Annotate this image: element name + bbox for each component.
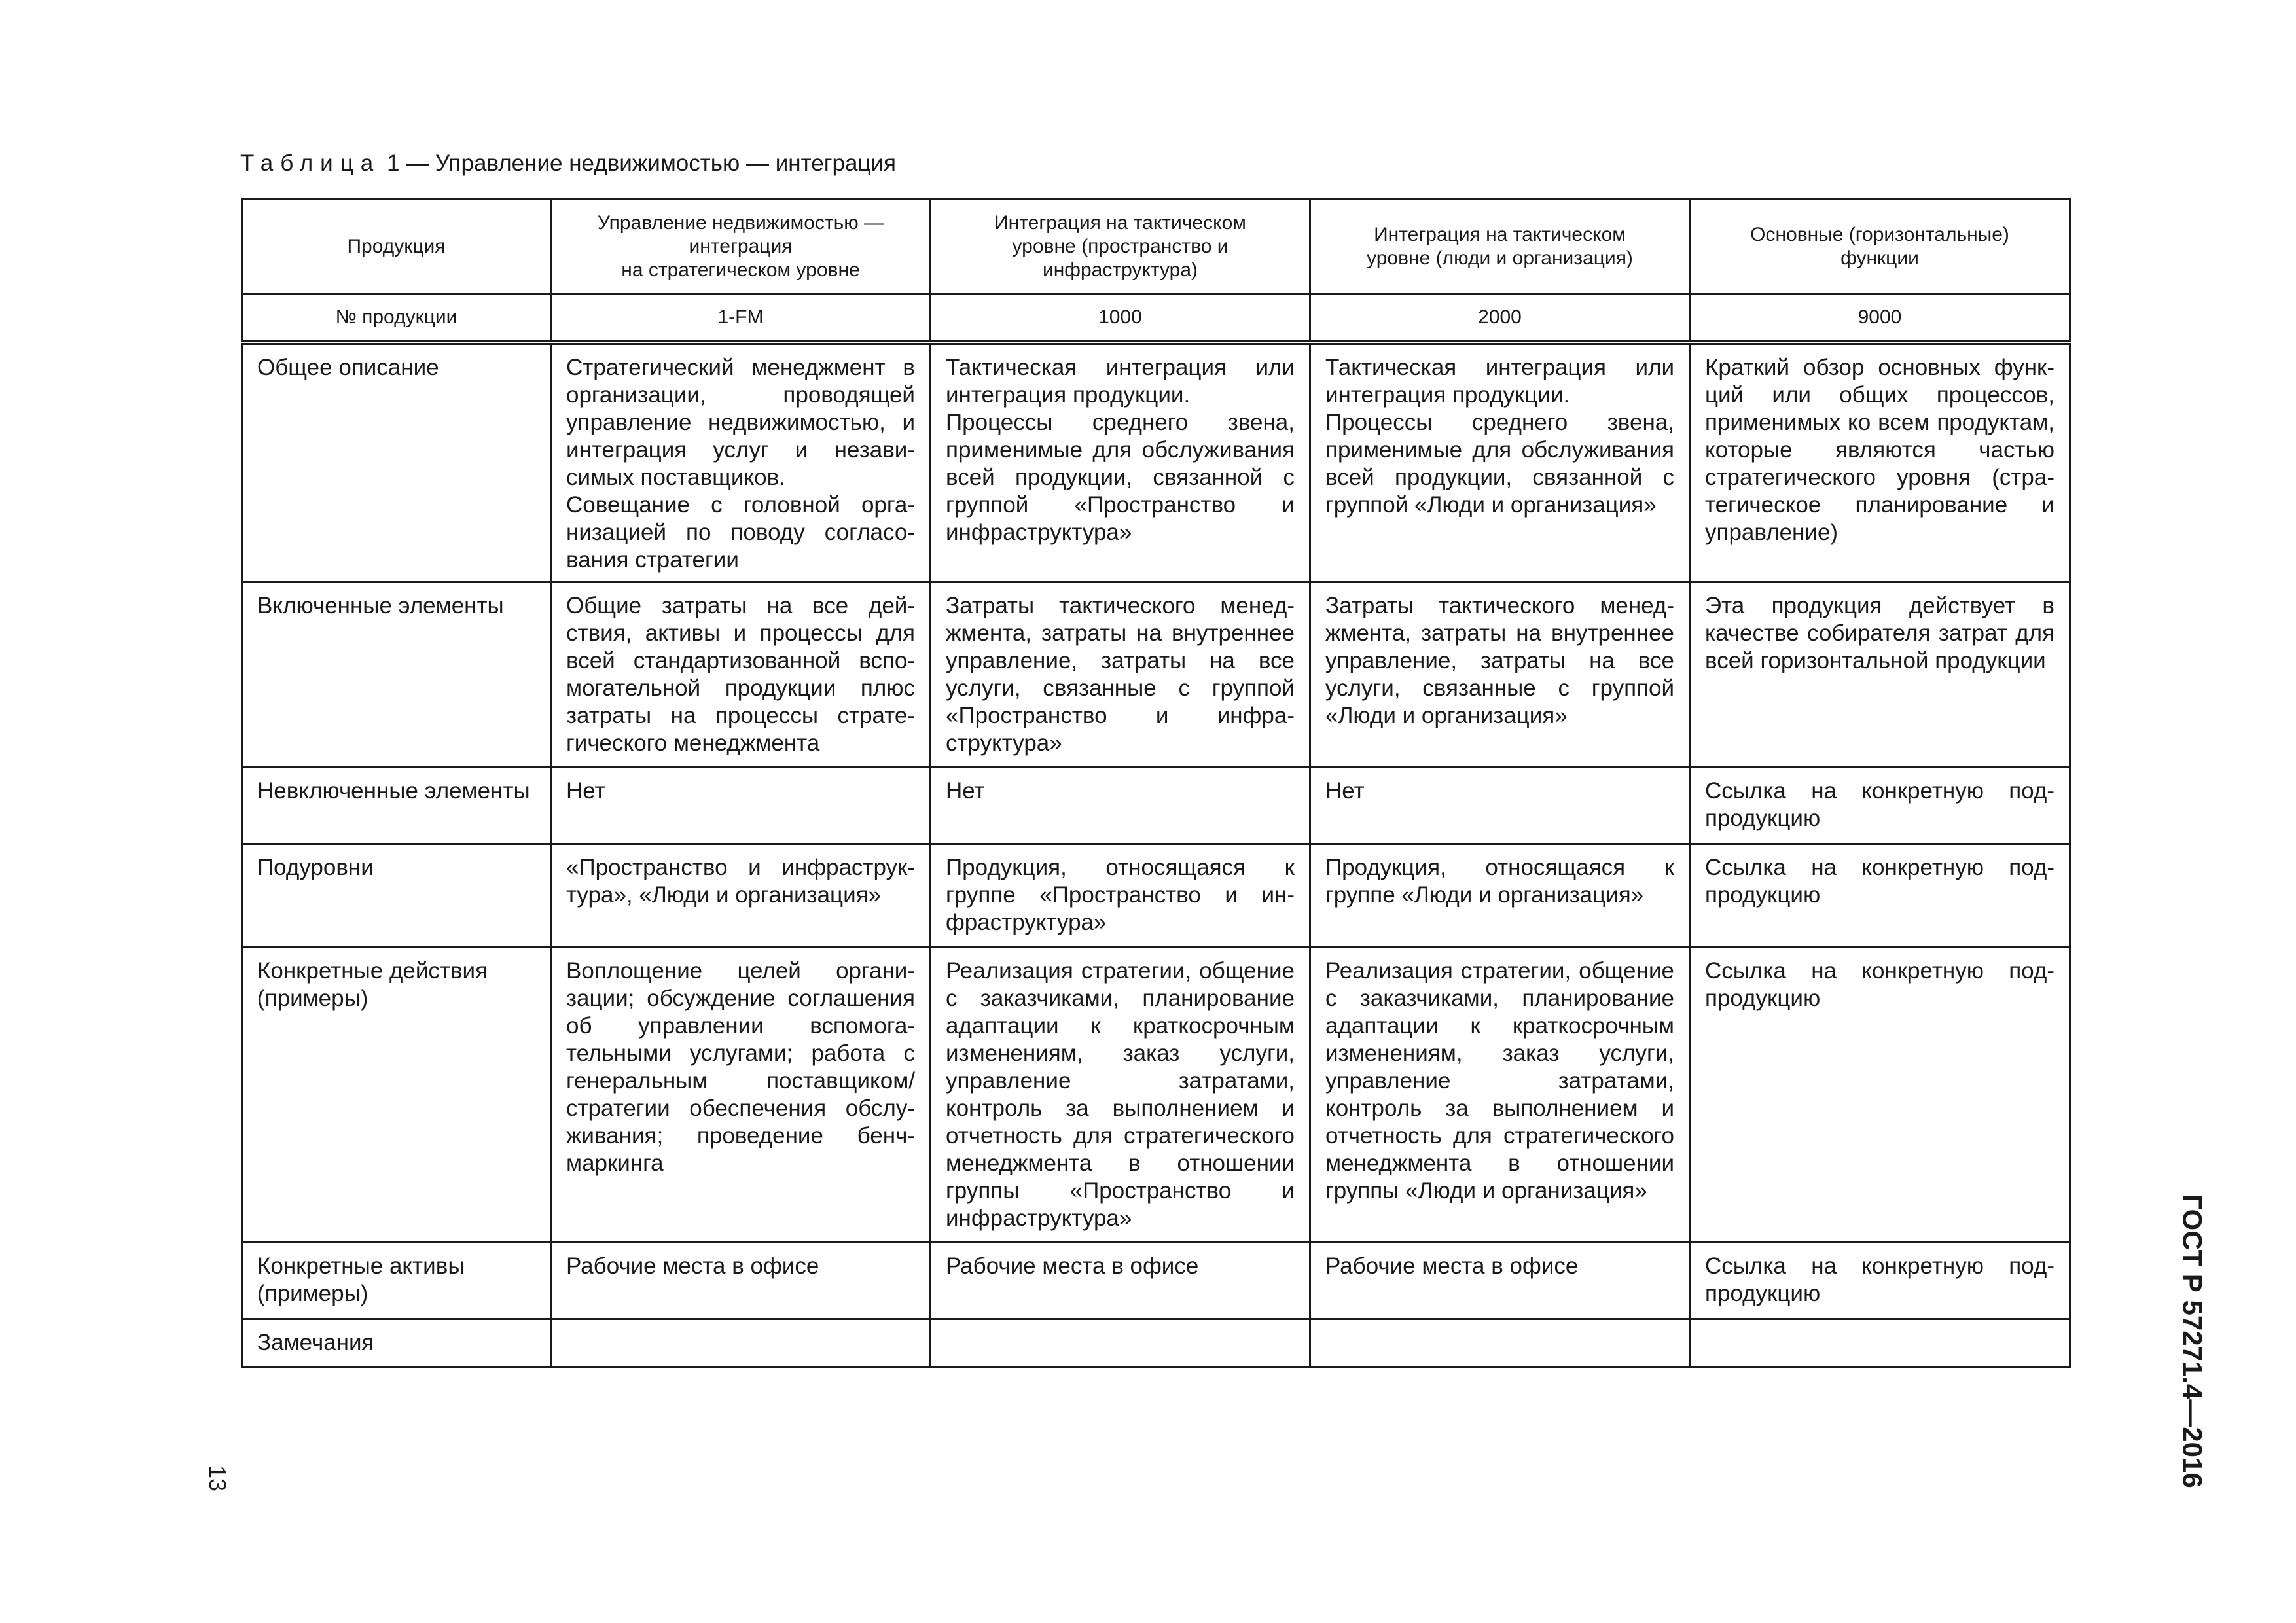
table-row: [242, 947, 2070, 1242]
page-number: 13: [204, 1465, 232, 1492]
table-row: [242, 342, 2070, 582]
table-cell: Ссылка на конкретную подпродукцию: [1690, 844, 2070, 947]
header-cell: Продукция: [242, 200, 551, 294]
table-row: [242, 582, 2070, 767]
caption-label: Таблица: [240, 151, 381, 176]
table-cell: [1690, 1319, 2070, 1367]
table-cell: Реализация стратегии, общение с заказчиками, планирование адаптации к краткосрочным изменениям, заказ услуги, управление затратами, контроль за выполнением и отчетность для стратегического менеджмента в отношении группы «Люди и организация»: [1310, 947, 1690, 1242]
caption-title: — Управление недвижимостью — интеграция: [406, 151, 896, 176]
table-cell: Общие затраты на все действия, активы и процессы для всей стандартизованной вспомогательной продукции плюс затраты на процессы стратегического менеджмента: [551, 582, 931, 767]
row-label: Включенные элементы: [242, 582, 551, 767]
header-row: [242, 200, 2070, 294]
caption-number: 1: [386, 151, 400, 176]
table-cell: Реализация стратегии, общение с заказчиками, планирование адаптации к краткосрочным изменениям, заказ услуги, управление затратами, контроль за выполнением и отчетность для стратегического менеджмента в отношении группы «Пространство и инфраструктура»: [931, 947, 1310, 1242]
row-label: Невключенные элементы: [242, 767, 551, 844]
table-cell: Тактическая интеграция или интеграция продукции. Процессы среднего звена, применимые для обслуживания всей продукции, связанной с группой «Люди и организация»: [1310, 342, 1690, 582]
row-label: Конкретные активы (примеры): [242, 1242, 551, 1319]
table-cell: Нет: [1310, 767, 1690, 844]
table-cell: Рабочие места в офисе: [931, 1242, 1310, 1319]
table-cell: «Пространство и инфраструктура», «Люди и организация»: [551, 844, 931, 947]
header-cell: Интеграция на тактическом уровне (люди и организация): [1310, 200, 1690, 294]
table-cell: Нет: [931, 767, 1310, 844]
table-cell: Воплощение целей организации; обсуждение соглашения об управлении вспомогательными услугами; работа с генеральным поставщиком/ стратегии обеспечения обслуживания; проведение бенчмаркинга: [551, 947, 931, 1242]
table-cell: Рабочие места в офисе: [551, 1242, 931, 1319]
number-cell: 1000: [931, 294, 1310, 343]
table-cell: [1310, 1319, 1690, 1367]
row-label: Замечания: [242, 1319, 551, 1367]
number-cell: 9000: [1690, 294, 2070, 343]
table-cell: Ссылка на конкретную подпродукцию: [1690, 1242, 2070, 1319]
table-cell: Затраты тактического менеджмента, затраты на внутреннее управление, затраты на все услуги, связанные с группой «Люди и организация»: [1310, 582, 1690, 767]
product-number-row: [242, 294, 2070, 343]
document-designation: ГОСТ Р 57271.4—2016: [2177, 1194, 2208, 1488]
table-row: [242, 1319, 2070, 1367]
table-cell: Тактическая интеграция или интеграция продукции. Процессы среднего звена, применимые для обслуживания всей продукции, связанной с группой «Пространство и инфраструктура»: [931, 342, 1310, 582]
table-cell: Эта продукция действует в качестве собирателя затрат для всей горизонтальной продукции: [1690, 582, 2070, 767]
number-cell: 1-FM: [551, 294, 931, 343]
header-cell: Управление недвижимостью — интеграция на стратегическом уровне: [551, 200, 931, 294]
table-cell: Затраты тактического менеджмента, затраты на внутреннее управление, затраты на все услуги, связанные с группой «Пространство и инфраструктура»: [931, 582, 1310, 767]
table-row: [242, 767, 2070, 844]
table-cell: Нет: [551, 767, 931, 844]
header-cell: Интеграция на тактическом уровне (пространство и инфраструктура): [931, 200, 1310, 294]
row-label: Конкретные действия (примеры): [242, 947, 551, 1242]
table-cell: Продукция, относящаяся к группе «Пространство и инфраструктура»: [931, 844, 1310, 947]
table-row: [242, 1242, 2070, 1319]
table-caption: [240, 149, 896, 178]
table-cell: Стратегический менеджмент в организации, проводящей управление недвижимостью, и интеграция услуг и независимых поставщиков. Совещание с головной организацией по поводу согласования стратегии: [551, 342, 931, 582]
table-row: [242, 844, 2070, 947]
number-cell: № продукции: [242, 294, 551, 343]
table-cell: [931, 1319, 1310, 1367]
table-cell: Ссылка на конкретную подпродукцию: [1690, 767, 2070, 844]
integration-table: [241, 198, 2071, 1368]
table-cell: Продукция, относящаяся к группе «Люди и организация»: [1310, 844, 1690, 947]
table-cell: [551, 1319, 931, 1367]
table-cell: Ссылка на конкретную подпродукцию: [1690, 947, 2070, 1242]
table-cell: Рабочие места в офисе: [1310, 1242, 1690, 1319]
header-cell: Основные (горизонтальные) функции: [1690, 200, 2070, 294]
row-label: Подуровни: [242, 844, 551, 947]
number-cell: 2000: [1310, 294, 1690, 343]
table-cell: Краткий обзор основных функций или общих процессов, применимых ко всем продуктам, которые являются частью стратегического уровня (стратегическое планирование и управление): [1690, 342, 2070, 582]
row-label: Общее описание: [242, 342, 551, 582]
